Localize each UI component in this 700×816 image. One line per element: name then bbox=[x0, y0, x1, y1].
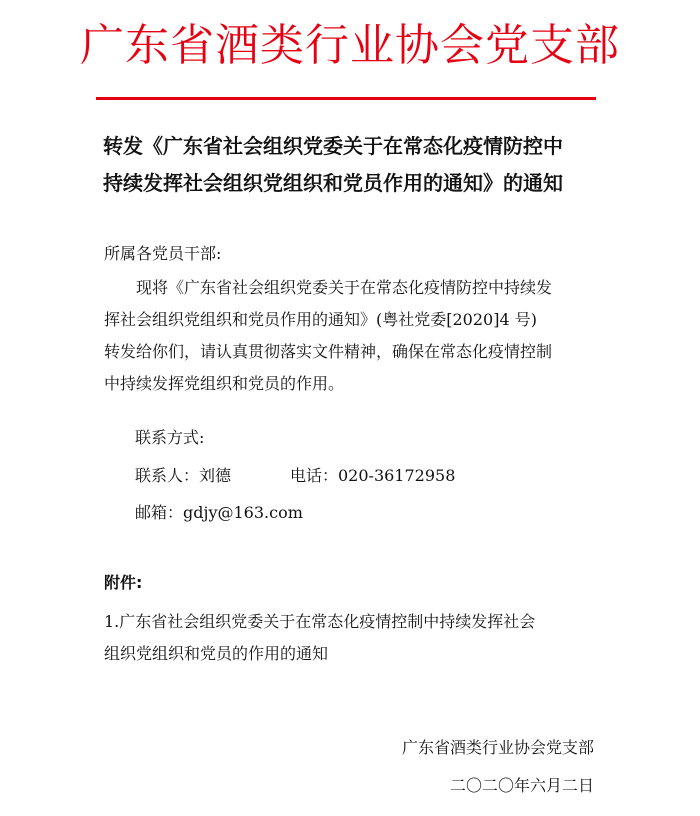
header-divider bbox=[96, 97, 596, 100]
document-title-line-1: 转发《广东省社会组织党委关于在常态化疫情防控中 bbox=[103, 134, 563, 158]
attachment-item bbox=[104, 606, 594, 670]
document-title bbox=[103, 128, 603, 202]
organization-header: 广东省酒类行业协会党支部 bbox=[80, 20, 620, 71]
contact-person: 联系人：刘德 bbox=[135, 466, 232, 485]
salutation: 所属各党员干部: bbox=[104, 244, 222, 263]
signature-organization: 广东省酒类行业协会党支部 bbox=[401, 738, 594, 757]
attachment-item-line-1: 1.广东省社会组织党委关于在常态化疫情控制中持续发挥社会 bbox=[104, 612, 536, 631]
paragraph-line-4: 中持续发挥党组织和党员的作用。 bbox=[104, 374, 345, 393]
paragraph-line-3: 转发给你们，请认真贯彻落实文件精神，确保在常态化疫情控制 bbox=[104, 342, 553, 361]
contact-phone: 电话：020-36172958 bbox=[290, 466, 456, 485]
contact-email: 邮箱：gdjy@163.com bbox=[135, 503, 303, 522]
signature-date: 二〇二〇年六月二日 bbox=[449, 776, 594, 795]
notice-paragraph bbox=[104, 272, 594, 400]
paragraph-line-1: 现将《广东省社会组织党委关于在常态化疫情防控中持续发 bbox=[136, 278, 553, 297]
contact-heading: 联系方式: bbox=[135, 428, 205, 447]
attachment-heading: 附件: bbox=[104, 573, 143, 592]
paragraph-line-2: 挥社会组织党组织和党员作用的通知》(粤社党委[2020]4 号) bbox=[104, 310, 537, 329]
document-title-line-2: 持续发挥社会组织党组织和党员作用的通知》的通知 bbox=[103, 171, 563, 195]
attachment-item-line-2: 组织党组织和党员的作用的通知 bbox=[104, 644, 329, 663]
